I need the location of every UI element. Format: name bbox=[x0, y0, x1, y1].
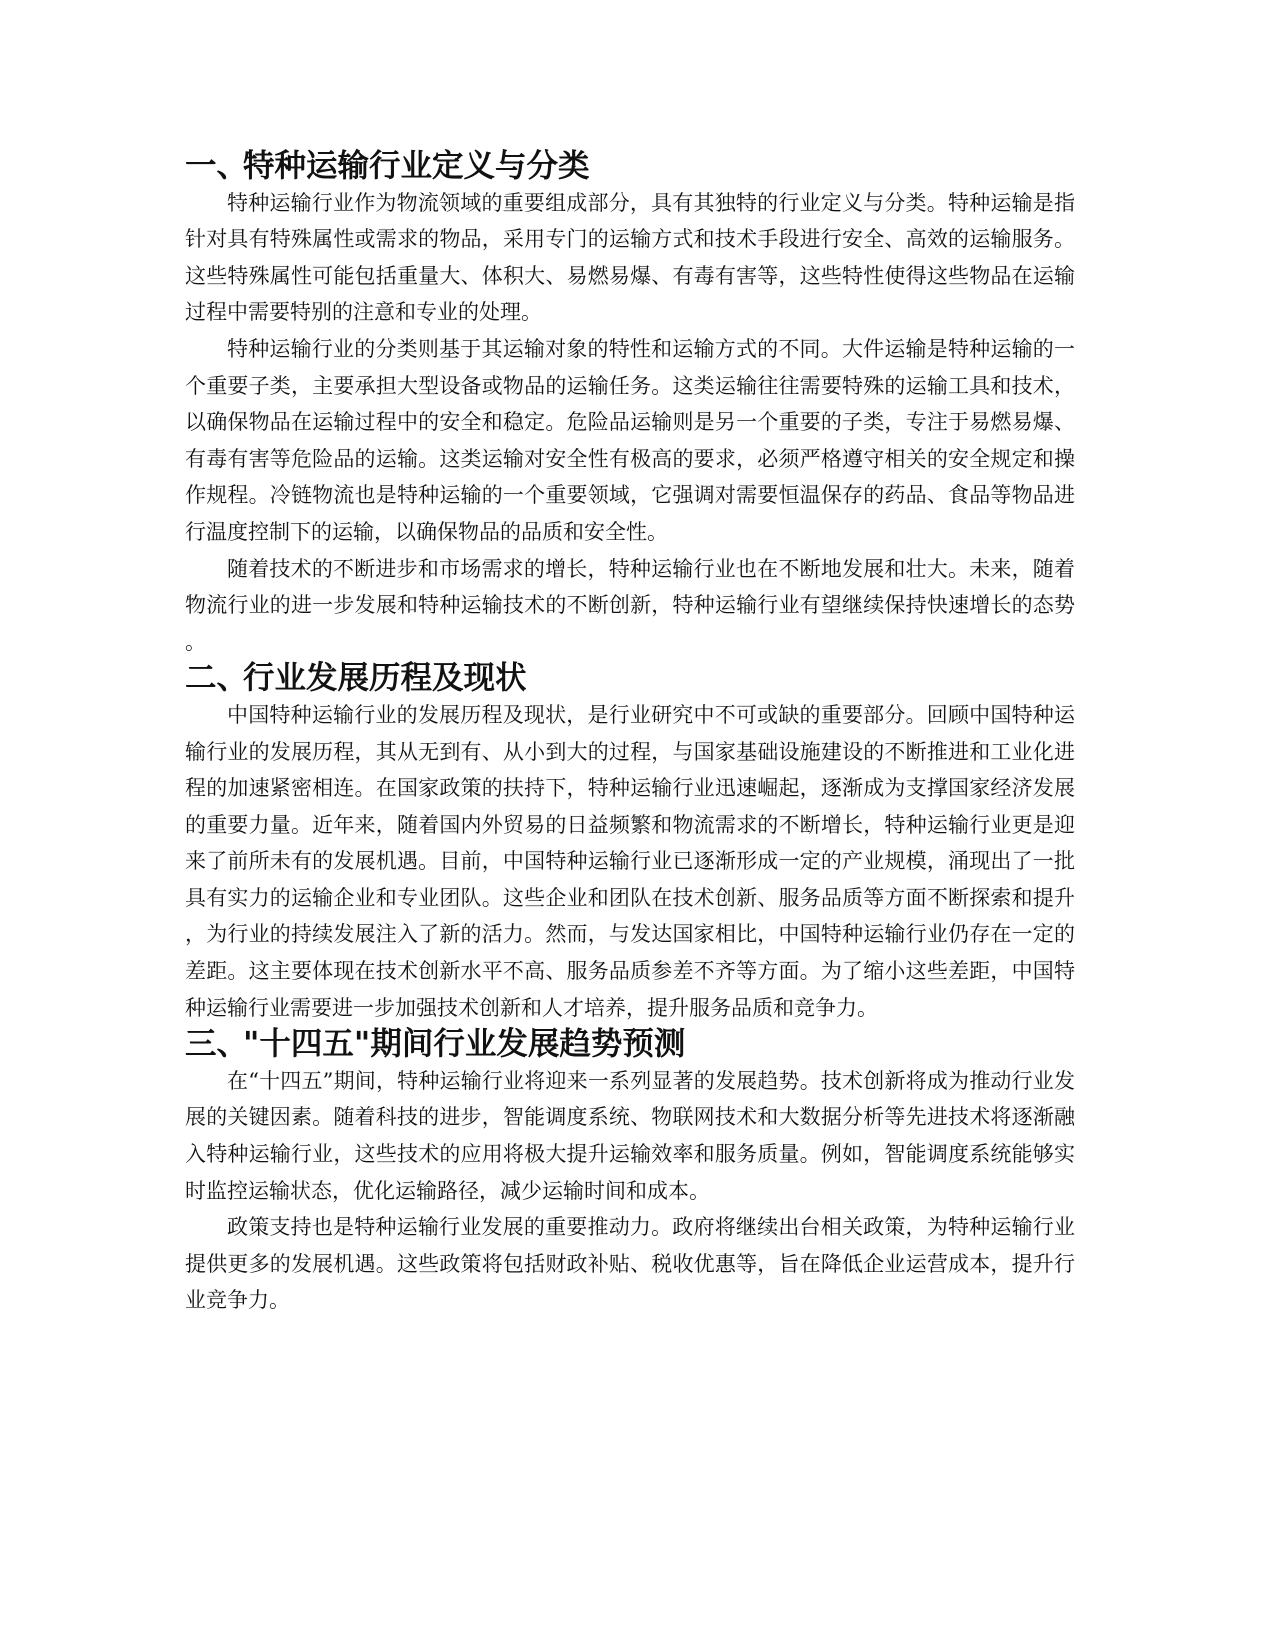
paragraph: 中国特种运输行业的发展历程及现状，是行业研究中不可或缺的重要部分。回顾中国特种运输行业的发展历程，其从无到有、从小到大的过程，与国家基础设施建设的不断推进和工业化进程的加速紧密相连。在国家政策的扶持下，特种运输行业迅速崛起，逐渐成为支撑国家经济发展的重要力量。近年来，随着国内外贸易的日益频繁和物流需求的不断增长，特种运输行业更是迎来了前所未有的发展机遇。目前，中国特种运输行业已逐渐形成一定的产业规模，涌现出了一批具有实力的运输企业和专业团队。这些企业和团队在技术创新、服务品质等方面不断探索和提升，为行业的持续发展注入了新的活力。然而，与发达国家相比，中国特种运输行业仍存在一定的差距。这主要体现在技术创新水平不高、服务品质参差不齐等方面。为了缩小这些差距，中国特种运输行业需要进一步加强技术创新和人才培养，提升服务品质和竞争力。 bbox=[185, 702, 1075, 1020]
paragraph: 随着技术的不断进步和市场需求的增长，特种运输行业也在不断地发展和壮大。未来，随着物流行业的进一步发展和特种运输技术的不断创新，特种运输行业有望继续保持快速增长的态势。 bbox=[185, 556, 1075, 654]
section-number: 三、 bbox=[185, 1025, 249, 1063]
document-page bbox=[185, 148, 1075, 1319]
paragraph: 政策支持也是特种运输行业发展的重要推动力。政府将继续出台相关政策，为特种运输行业提供更多的发展机遇。这些政策将包括财政补贴、税收优惠等，旨在降低企业运营成本，提升行业竞争力。 bbox=[185, 1215, 1075, 1313]
paragraph: 在“十四五”期间，特种运输行业将迎来一系列显著的发展趋势。技术创新将成为推动行业发展的关键因素。随着科技的进步，智能调度系统、物联网技术和大数据分析等先进技术将逐渐融入特种运输行业，这些技术的应用将极大提升运输效率和服务质量。例如，智能调度系统能够实时监控运输状态，优化运输路径，减少运输时间和成本。 bbox=[185, 1068, 1075, 1203]
section-title: "十四五"期间行业发展趋势预测 bbox=[243, 1025, 686, 1063]
section-number: 一、 bbox=[185, 147, 249, 184]
section-title: 特种运输行业定义与分类 bbox=[243, 147, 590, 184]
paragraph: 特种运输行业的分类则基于其运输对象的特性和运输方式的不同。大件运输是特种运输的一个重要子类，主要承担大型设备或物品的运输任务。这类运输往往需要特殊的运输工具和技术，以确保物品在运输过程中的安全和稳定。危险品运输则是另一个重要的子类，专注于易燃易爆、有毒有害等危险品的运输。这类运输对安全性有极高的要求，必须严格遵守相关的安全规定和操作规程。冷链物流也是特种运输的一个重要领域，它强调对需要恒温保存的药品、食品等物品进行温度控制下的运输，以确保物品的品质和安全性。 bbox=[185, 336, 1075, 544]
section-heading-2 bbox=[185, 660, 1075, 697]
section-heading-3 bbox=[185, 1026, 1075, 1063]
paragraph: 特种运输行业作为物流领域的重要组成部分，具有其独特的行业定义与分类。特种运输是指针对具有特殊属性或需求的物品，采用专门的运输方式和技术手段进行安全、高效的运输服务。这些特殊属性可能包括重量大、体积大、易燃易爆、有毒有害等，这些特性使得这些物品在运输过程中需要特别的注意和专业的处理。 bbox=[185, 190, 1075, 325]
section-heading-1 bbox=[185, 148, 1075, 185]
section-title: 行业发展历程及现状 bbox=[243, 659, 527, 697]
section-number: 二、 bbox=[185, 659, 249, 697]
